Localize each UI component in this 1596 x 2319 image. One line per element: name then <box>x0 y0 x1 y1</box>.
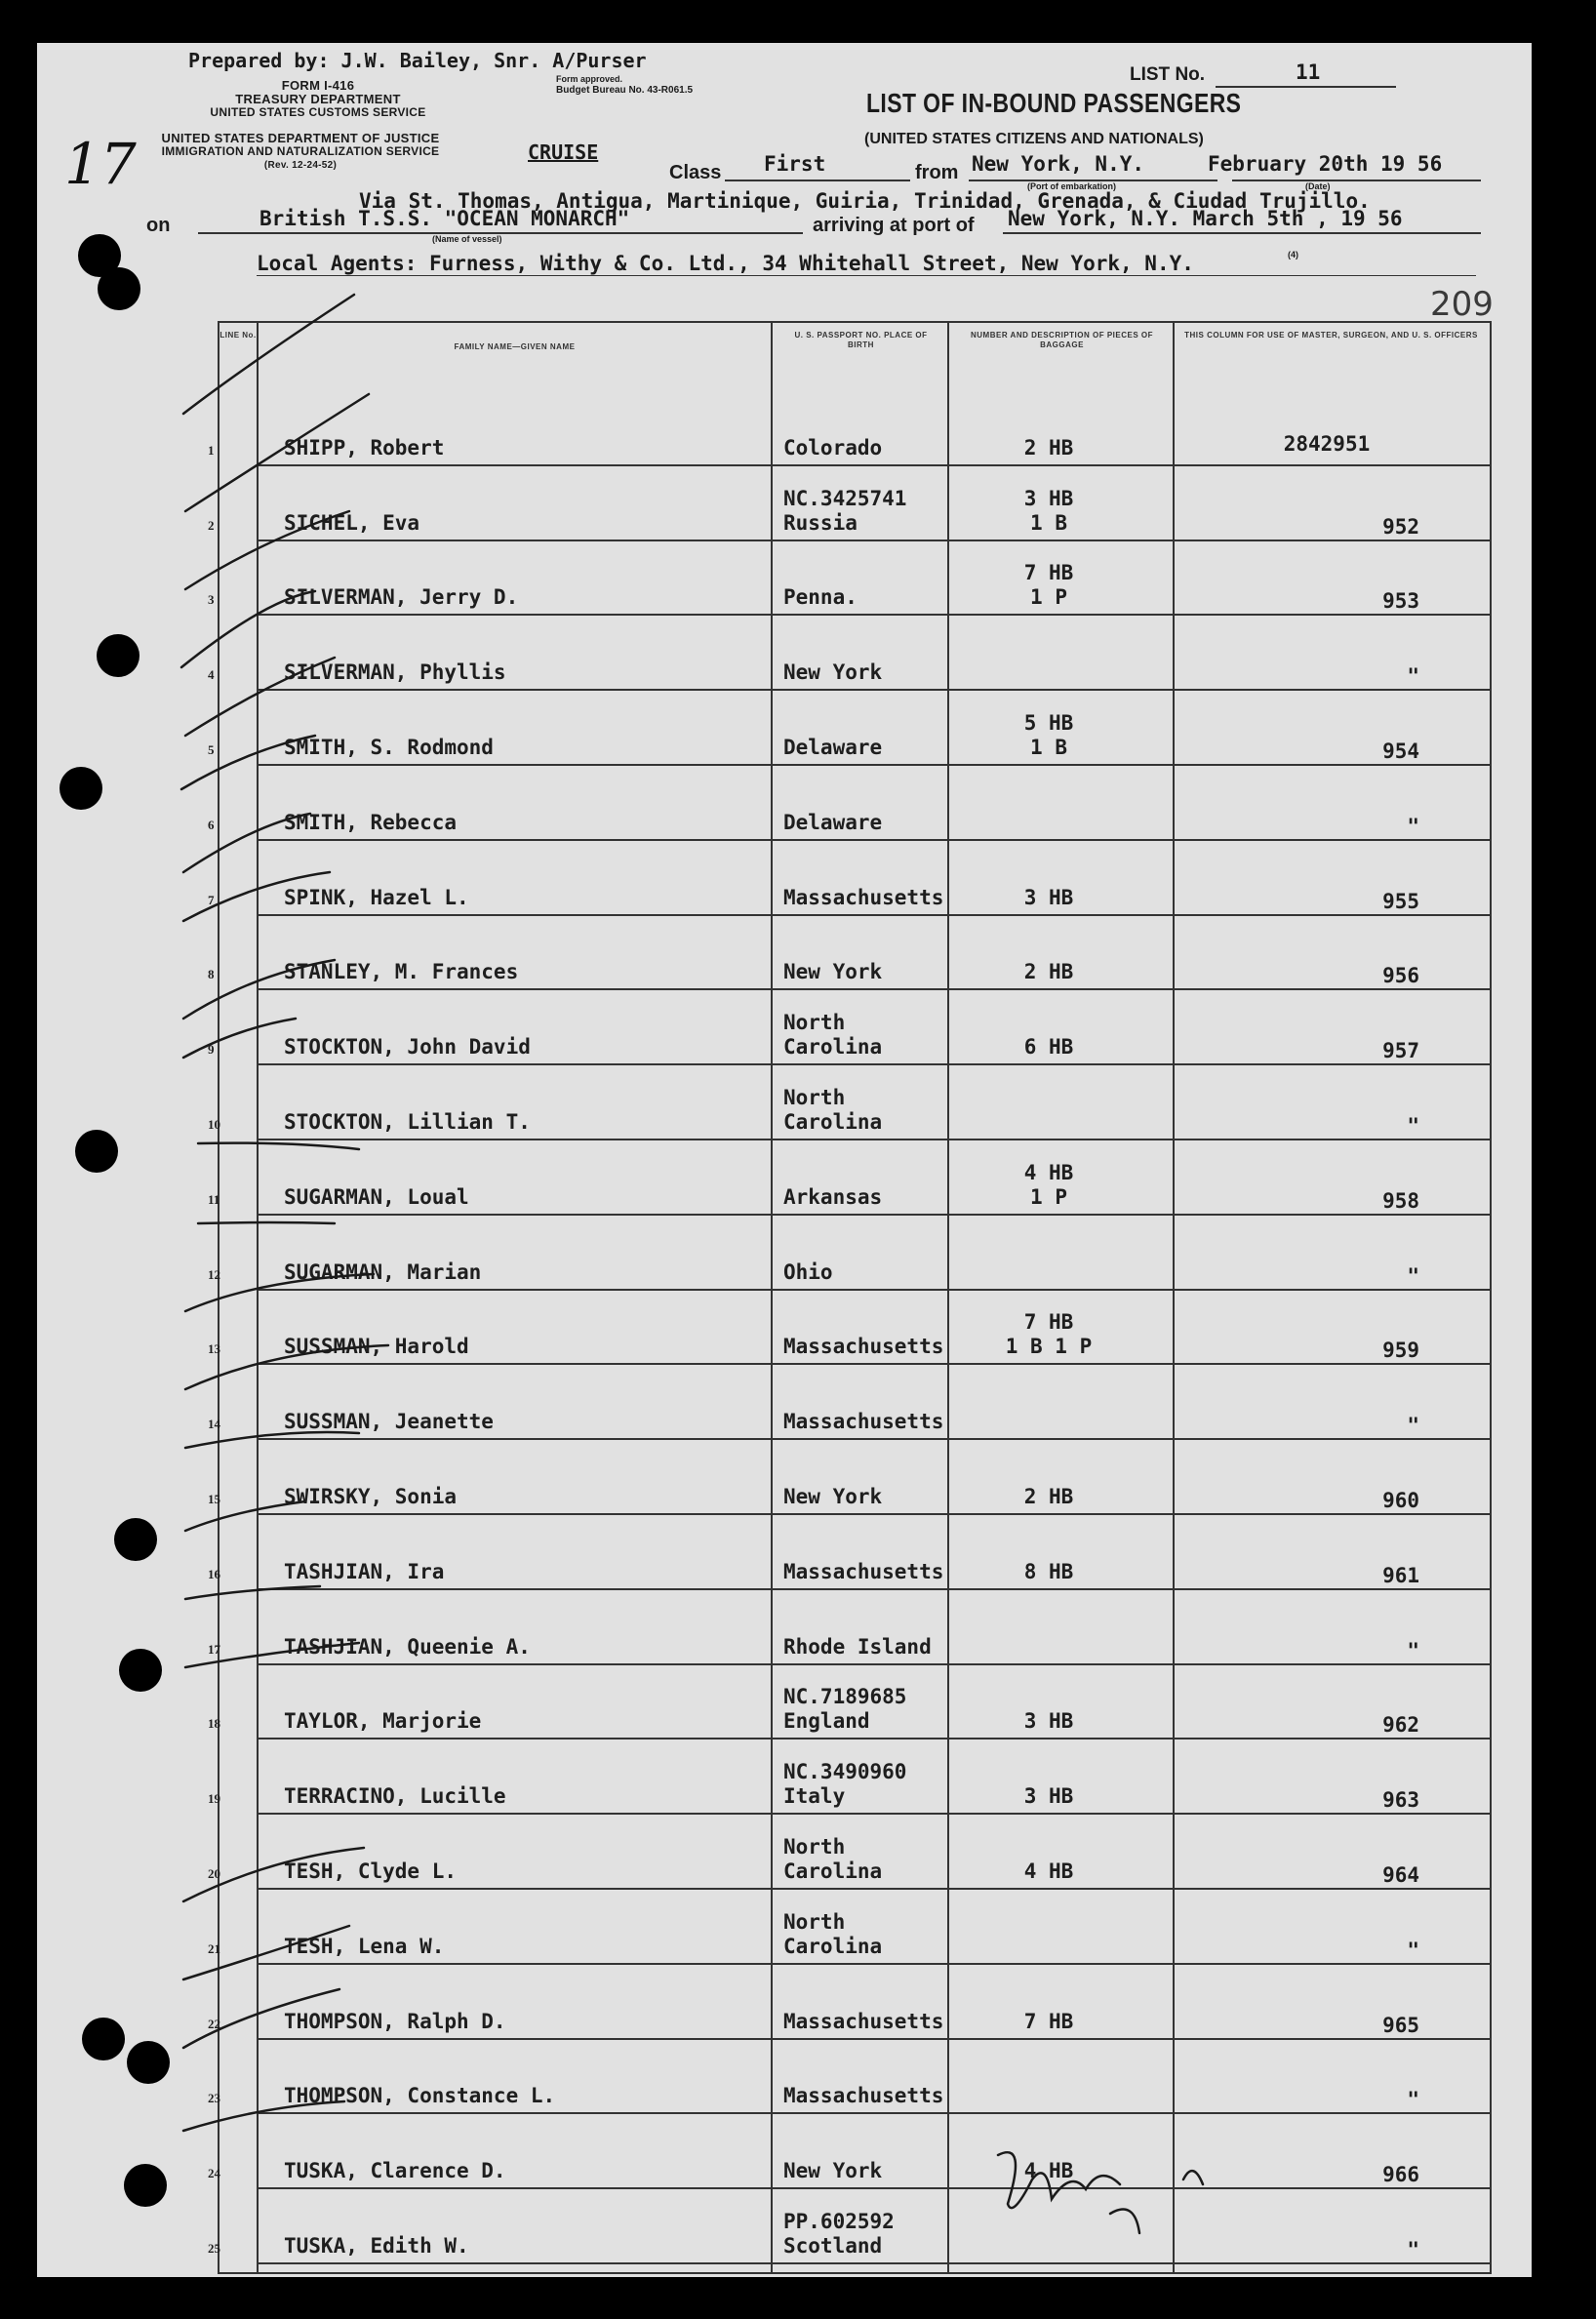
passport-place-of-birth <box>783 2159 882 2183</box>
table-row <box>208 616 1490 691</box>
place-line: Carolina <box>783 1035 883 1060</box>
passenger-name: TASHJIAN, Queenie A. <box>284 1634 531 1659</box>
officer-number: 960 <box>1382 1488 1419 1512</box>
baggage <box>971 886 1127 910</box>
passport-place-of-birth <box>783 1910 882 1959</box>
line-number: 4 <box>208 667 215 683</box>
date-note: (Date) <box>1305 181 1331 191</box>
passport-place-of-birth <box>783 2210 895 2259</box>
passenger-name: TUSKA, Edith W. <box>284 2233 469 2258</box>
punch-hole <box>75 1130 118 1173</box>
officer-number: 953 <box>1382 589 1419 614</box>
officer-number: 956 <box>1382 964 1419 988</box>
baggage-line: 3 HB <box>1023 885 1074 909</box>
place-line: North <box>783 1011 846 1035</box>
line-number: 10 <box>208 1116 220 1132</box>
cruise-label: CRUISE <box>528 140 599 164</box>
from-label: from <box>915 162 959 183</box>
passenger-name: STANLEY, M. Frances <box>284 960 519 984</box>
baggage <box>971 1784 1127 1809</box>
date-value: February 20th 19 56 <box>1208 152 1443 176</box>
doj-label: UNITED STATES DEPARTMENT OF JUSTICE <box>161 131 440 145</box>
table-row <box>208 766 1490 841</box>
passenger-name: THOMPSON, Constance L. <box>284 2084 556 2108</box>
table-row <box>208 691 1490 766</box>
table-row <box>208 1365 1490 1440</box>
place-line: Carolina <box>783 1109 883 1134</box>
page-subtitle: (UNITED STATES CITIZENS AND NATIONALS) <box>864 131 1204 147</box>
table-row <box>208 1739 1490 1815</box>
table-row <box>208 1890 1490 1965</box>
line-number: 6 <box>208 817 215 832</box>
line-number: 12 <box>208 1266 220 1282</box>
passenger-name: SICHEL, Eva <box>284 510 420 535</box>
line-number: 5 <box>208 741 215 757</box>
baggage-line: 8 HB <box>1023 1559 1074 1583</box>
from-value: New York, N.Y. <box>972 152 1145 176</box>
passenger-name: SWIRSKY, Sonia <box>284 1484 458 1508</box>
baggage <box>971 1161 1127 1210</box>
officer-number: 2842951 <box>1283 431 1371 456</box>
passport-place-of-birth <box>783 2084 943 2108</box>
local-agents: Local Agents: Furness, Withy & Co. Ltd., 34 Whitehall Street, New York, N.Y. <box>257 252 1194 275</box>
baggage <box>971 436 1127 460</box>
baggage <box>971 1310 1127 1359</box>
place-line: PP.602592 <box>783 2209 895 2233</box>
baggage-line: 7 HB <box>1023 2009 1074 2033</box>
page-title: LIST OF IN-BOUND PASSENGERS <box>866 88 1242 118</box>
baggage-line: 3 HB <box>1023 1709 1074 1734</box>
passenger-name: SMITH, Rebecca <box>284 810 458 834</box>
passport-place-of-birth <box>783 736 882 760</box>
passport-place-of-birth <box>783 1260 833 1285</box>
arriving-label: arriving at port of <box>813 215 975 236</box>
baggage <box>971 1709 1127 1734</box>
form-number: FORM I-416 <box>281 78 355 93</box>
agents-note: (4) <box>1288 250 1298 260</box>
place-line: Massachusetts <box>783 1335 944 1359</box>
col-officers: THIS COLUMN FOR USE OF MASTER, SURGEON, AND U. S. OFFICERS <box>1184 331 1478 340</box>
passport-place-of-birth <box>783 660 882 685</box>
passport-place-of-birth <box>783 1335 943 1359</box>
place-line: Massachusetts <box>783 885 944 909</box>
baggage-line: 7 HB <box>1023 1310 1074 1335</box>
place-line: New York <box>783 2159 883 2183</box>
line-number: 15 <box>208 1491 220 1506</box>
passport-place-of-birth <box>783 487 906 536</box>
baggage-line: 1 P <box>1030 1184 1067 1209</box>
place-line: Carolina <box>783 1859 883 1883</box>
passenger-name: SUGARMAN, Marian <box>284 1259 482 1284</box>
baggage-line: 3 HB <box>1023 1784 1074 1809</box>
baggage <box>971 960 1127 984</box>
passport-place-of-birth <box>783 1760 906 1809</box>
passport-place-of-birth <box>783 886 943 910</box>
baggage-line: 4 HB <box>1023 1859 1074 1883</box>
rev-date: (Rev. 12-24-52) <box>263 160 338 171</box>
officer-number: 963 <box>1382 1788 1419 1813</box>
ins-label: IMMIGRATION AND NATURALIZATION SERVICE <box>161 144 440 158</box>
baggage-line: 1 B <box>1030 510 1067 535</box>
place-line: Massachusetts <box>783 2009 944 2033</box>
baggage <box>971 2159 1127 2183</box>
passenger-name: SHIPP, Robert <box>284 435 445 460</box>
manifest-page <box>37 43 1532 2277</box>
line-number: 13 <box>208 1341 220 1357</box>
passenger-name: TESH, Lena W. <box>284 1934 445 1958</box>
table-row <box>208 1665 1490 1740</box>
passport-place-of-birth <box>783 1185 882 1210</box>
table-row <box>208 1815 1490 1890</box>
page-number: 209 <box>1430 285 1494 324</box>
passport-place-of-birth <box>783 1410 943 1434</box>
line-number: 18 <box>208 1716 220 1732</box>
place-line: Massachusetts <box>783 1559 944 1583</box>
list-no-label: LIST No. <box>1130 64 1206 85</box>
passenger-name: SILVERMAN, Jerry D. <box>284 585 519 610</box>
place-line: England <box>783 1709 870 1734</box>
officer-number: 952 <box>1382 514 1419 539</box>
customs-service: UNITED STATES CUSTOMS SERVICE <box>210 105 426 119</box>
officer-number: 966 <box>1382 2163 1419 2187</box>
place-line: North <box>783 1909 846 1934</box>
passenger-name: SPINK, Hazel L. <box>284 885 469 909</box>
passenger-name: SUGARMAN, Loual <box>284 1184 469 1209</box>
passport-place-of-birth <box>783 436 882 460</box>
place-line: NC.3425741 <box>783 486 907 510</box>
punch-hole <box>119 1649 162 1692</box>
table-row <box>208 1515 1490 1590</box>
table-row <box>208 1440 1490 1515</box>
place-line: NC.3490960 <box>783 1760 907 1784</box>
passport-place-of-birth <box>783 1011 882 1060</box>
place-line: Ohio <box>783 1259 833 1284</box>
baggage-line: 1 B <box>1030 735 1067 759</box>
line-number: 25 <box>208 2240 220 2256</box>
baggage-line: 5 HB <box>1023 710 1074 735</box>
place-line: Penna. <box>783 585 858 610</box>
punch-hole <box>60 767 102 810</box>
passenger-name: THOMPSON, Ralph D. <box>284 2009 506 2033</box>
table-row <box>208 841 1490 916</box>
line-number: 17 <box>208 1641 220 1657</box>
place-line: Delaware <box>783 735 883 759</box>
port-embarkation-note: (Port of embarkation) <box>1027 181 1117 191</box>
punch-hole <box>124 2164 167 2207</box>
officer-number: " <box>1407 2237 1419 2261</box>
officer-number: 954 <box>1382 739 1419 763</box>
passenger-name: TUSKA, Clarence D. <box>284 2159 506 2183</box>
baggage-line: 3 HB <box>1023 486 1074 510</box>
passenger-name: TASHJIAN, Ira <box>284 1559 445 1583</box>
line-number: 23 <box>208 2091 220 2106</box>
table-row <box>208 1216 1490 1291</box>
baggage <box>971 1859 1127 1884</box>
baggage <box>971 487 1127 536</box>
officer-number: " <box>1407 1938 1419 1962</box>
place-line: Massachusetts <box>783 1410 944 1434</box>
place-line: Arkansas <box>783 1184 883 1209</box>
line-number: 8 <box>208 967 215 982</box>
passenger-table <box>208 321 1492 2274</box>
passport-place-of-birth <box>783 1485 882 1509</box>
punch-hole <box>127 2041 170 2084</box>
via-route: Via St. Thomas, Antigua, Martinique, Guiria, Trinidad, Grenada, & Ciudad Trujillo. <box>359 189 1371 213</box>
place-line: Delaware <box>783 810 883 834</box>
passenger-name: SMITH, S. Rodmond <box>284 735 494 759</box>
handwritten-corner-number: 17 <box>64 131 137 197</box>
prepared-by: Prepared by: J.W. Bailey, Snr. A/Purser <box>188 49 647 72</box>
table-row <box>208 1291 1490 1366</box>
baggage <box>971 1485 1127 1509</box>
passenger-name: STOCKTON, John David <box>284 1035 531 1060</box>
baggage-line: 2 HB <box>1023 960 1074 984</box>
baggage-line: 4 HB <box>1023 1160 1074 1184</box>
place-line: Scotland <box>783 2233 883 2258</box>
on-label: on <box>146 215 171 236</box>
line-number: 3 <box>208 592 215 608</box>
baggage <box>971 711 1127 760</box>
table-row <box>208 2189 1490 2264</box>
officer-number: 965 <box>1382 2013 1419 2037</box>
baggage <box>971 1560 1127 1584</box>
officer-number: " <box>1407 664 1419 689</box>
place-line: NC.7189685 <box>783 1685 907 1709</box>
officer-number: " <box>1407 1113 1419 1138</box>
table-row <box>208 1140 1490 1216</box>
passport-place-of-birth <box>783 585 858 610</box>
line-number: 9 <box>208 1042 215 1058</box>
officer-number: " <box>1407 814 1419 838</box>
table-row <box>208 2040 1490 2115</box>
place-line: Massachusetts <box>783 2084 944 2108</box>
line-number: 22 <box>208 2016 220 2031</box>
baggage <box>971 561 1127 610</box>
place-line: Rhode Island <box>783 1634 932 1659</box>
col-line-no: LINE No. <box>219 331 257 340</box>
table-row <box>208 391 1490 466</box>
place-line: Russia <box>783 510 858 535</box>
baggage-line: 4 HB <box>1023 2159 1074 2183</box>
line-number: 2 <box>208 517 215 533</box>
baggage-line: 1 P <box>1030 585 1067 610</box>
class-label: Class <box>669 162 722 183</box>
punch-hole <box>98 267 140 310</box>
vessel-note: (Name of vessel) <box>432 234 502 244</box>
officer-number: 962 <box>1382 1713 1419 1738</box>
officer-number: " <box>1407 1414 1419 1438</box>
passenger-name: SUSSMAN, Jeanette <box>284 1410 494 1434</box>
table-row <box>208 541 1490 617</box>
officer-number: 964 <box>1382 1862 1419 1887</box>
punch-hole <box>114 1518 157 1561</box>
line-number: 20 <box>208 1865 220 1881</box>
passport-place-of-birth <box>783 960 882 984</box>
punch-hole <box>82 2018 125 2060</box>
passport-place-of-birth <box>783 1635 932 1659</box>
table-row <box>208 466 1490 541</box>
officer-number: " <box>1407 1263 1419 1288</box>
baggage-line: 6 HB <box>1023 1035 1074 1060</box>
place-line: New York <box>783 960 883 984</box>
place-line: New York <box>783 1484 883 1508</box>
line-number: 7 <box>208 892 215 907</box>
place-line: New York <box>783 660 883 685</box>
passenger-name: TESH, Clyde L. <box>284 1859 458 1883</box>
line-number: 21 <box>208 1940 220 1956</box>
place-line: Carolina <box>783 1934 883 1958</box>
line-number: 1 <box>208 442 215 458</box>
baggage <box>971 2010 1127 2034</box>
baggage-line: 7 HB <box>1023 561 1074 585</box>
col-passport: U. S. PASSPORT NO. PLACE OF BIRTH <box>794 331 928 349</box>
passport-place-of-birth <box>783 1086 882 1135</box>
table-row <box>208 1590 1490 1665</box>
officer-number: " <box>1407 1638 1419 1662</box>
passenger-name: TERRACINO, Lucille <box>284 1784 506 1809</box>
line-number: 11 <box>208 1191 220 1207</box>
passenger-name: SILVERMAN, Phyllis <box>284 660 506 685</box>
passenger-name: STOCKTON, Lillian T. <box>284 1109 531 1134</box>
officer-number: " <box>1407 2088 1419 2112</box>
line-number: 14 <box>208 1417 220 1432</box>
arrival-port-date: New York, N.Y. March 5th , 19 56 <box>1008 207 1403 230</box>
line-number: 19 <box>208 1791 220 1807</box>
passport-place-of-birth <box>783 1685 906 1734</box>
passenger-name: TAYLOR, Marjorie <box>284 1709 482 1734</box>
officer-number: 958 <box>1382 1188 1419 1213</box>
col-baggage: NUMBER AND DESCRIPTION OF PIECES OF BAGGAGE <box>971 331 1153 349</box>
col-name: FAMILY NAME—GIVEN NAME <box>454 342 576 351</box>
place-line: North <box>783 1834 846 1859</box>
treasury-department: TREASURY DEPARTMENT <box>235 92 401 106</box>
passenger-name: SUSSMAN, Harold <box>284 1335 469 1359</box>
baggage-line: 1 B 1 P <box>1005 1335 1093 1359</box>
passport-place-of-birth <box>783 2010 943 2034</box>
budget-bureau: Budget Bureau No. 43-R061.5 <box>556 85 694 96</box>
officer-number: 957 <box>1382 1039 1419 1063</box>
table-row <box>208 916 1490 991</box>
place-line: North <box>783 1085 846 1109</box>
baggage <box>971 1035 1127 1060</box>
officer-number: 961 <box>1382 1563 1419 1587</box>
baggage-line: 2 HB <box>1023 1484 1074 1508</box>
passport-place-of-birth <box>783 811 882 835</box>
officer-number: 959 <box>1382 1339 1419 1363</box>
vessel-name: British T.S.S. "OCEAN MONARCH" <box>259 207 630 230</box>
passport-place-of-birth <box>783 1560 943 1584</box>
list-no: 11 <box>1296 60 1321 84</box>
class-value: First <box>764 152 826 176</box>
table-row <box>208 1965 1490 2040</box>
place-line: Italy <box>783 1784 846 1809</box>
punch-hole <box>97 634 140 677</box>
place-line: Colorado <box>783 435 883 460</box>
baggage-line: 2 HB <box>1023 435 1074 460</box>
officer-number: 955 <box>1382 889 1419 913</box>
line-number: 16 <box>208 1566 220 1581</box>
form-approved: Form approved. <box>556 74 623 84</box>
table-row <box>208 990 1490 1065</box>
passport-place-of-birth <box>783 1835 882 1884</box>
line-number: 24 <box>208 2166 220 2181</box>
table-row <box>208 2114 1490 2189</box>
table-row <box>208 1065 1490 1140</box>
